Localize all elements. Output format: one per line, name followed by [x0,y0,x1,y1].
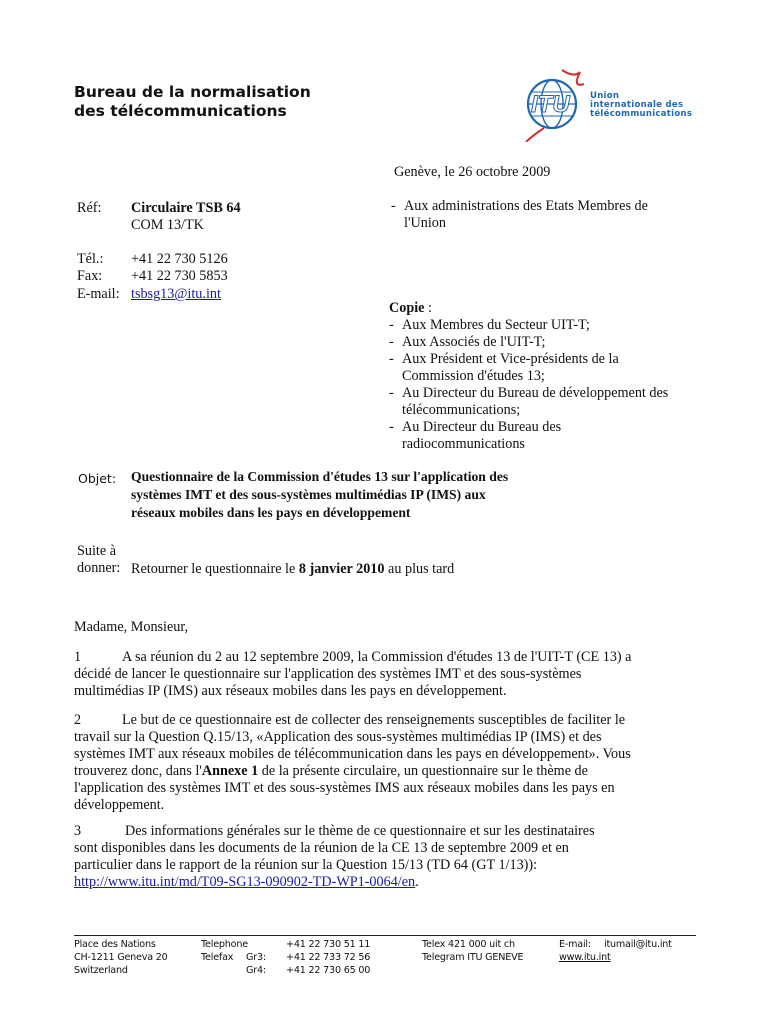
logo-text-line2: internationale des [590,100,684,110]
copy-list [389,300,719,453]
copy-item: - Aux Associés de l'UIT-T; [389,334,719,351]
paragraph-line: A sa réunion du 2 au 12 septembre 2009, la Commission d'études 13 de l'UIT-T (CE 13) a [122,649,632,665]
copy-item-line1: Au Directeur du Bureau des [402,419,562,435]
copy-item-line1: Aux Membres du Secteur UIT-T; [402,317,590,333]
ref-value-circular: Circulaire TSB 64 [131,200,241,216]
paragraph-line: Des informations générales sur le thème de ce questionnaire et sur les destinataires [125,823,595,839]
footer-telegram: Telegram ITU GENEVE [422,952,524,963]
ref-label: Réf: [77,200,102,216]
footer-tel-label: Telephone [201,939,248,950]
copy-item-line2: Commission d'études 13; [402,368,545,384]
footer-address-line: Place des Nations [74,939,156,950]
paragraph-line: Le but de ce questionnaire est de collecter des renseignements susceptibles de faciliter le [122,712,626,728]
bureau-title [74,83,311,121]
copy-item: - Aux Président et Vice-présidents de la Commission d'études 13; [389,351,719,385]
paragraph-number: 1 [74,649,82,665]
footer-gr4-label: Gr4: [246,965,266,976]
footer-address-line: CH-1211 Geneva 20 [74,952,168,963]
copy-title-label: Copie [389,300,425,316]
copy-item-line2: télécommunications; [402,402,521,418]
link-suffix: . [415,874,419,890]
paragraph-line: particulier dans le rapport de la réunion sur la Question 15/13 (TD 64 (GT 1/13)): [74,857,538,873]
action-label-line1: Suite à [77,543,117,559]
footer-divider [74,935,696,936]
footer-gr3-label: Gr3: [246,952,266,963]
footer-address [74,938,168,977]
fax-label: Fax: [77,268,103,284]
annex-reference: Annexe 1 [201,763,259,779]
copy-item-line1: Aux Président et Vice-présidents de la [402,351,619,367]
copy-item: - Au Directeur du Bureau des radiocommunications [389,419,719,453]
subject-line2: systèmes IMT et des sous-systèmes multimédias IP (IMS) aux [131,487,486,502]
footer-gr3-value: +41 22 733 72 56 [286,952,371,963]
subject-line1: Questionnaire de la Commission d'études 13 sur l'application des [131,469,509,484]
action-text-after: au plus tard [384,561,455,577]
paragraph-number: 3 [74,823,82,839]
bureau-title-line1: Bureau de la normalisation [74,83,311,101]
footer-address-line: Switzerland [74,965,128,976]
paragraph-line: systèmes IMT aux réseaux mobiles de télécommunication dans les pays en développement». Vous [74,746,631,762]
paragraph-line: sont disponibles dans les documents de la réunion de la CE 13 de septembre 2009 et en [74,840,569,856]
footer-tel-value: +41 22 730 51 11 [286,939,371,950]
recipient-item-line2: l'Union [404,215,446,231]
letter-date: Genève, le 26 octobre 2009 [394,164,551,180]
paragraph-line: multimédias IP (IMS) aux réseaux mobiles dans les pays en développement. [74,683,507,699]
logo-text-line1: Union [590,91,620,101]
logo-text [590,92,692,119]
subject-text [131,468,571,522]
footer-email-label: E-mail: [559,939,591,950]
paragraph-3 [74,823,682,891]
footer-gr4-value: +41 22 730 65 00 [286,965,371,976]
paragraph-line: développement. [74,797,165,813]
recipient-item-line1: Aux administrations des Etats Membres de [404,198,648,214]
salutation: Madame, Monsieur, [74,619,189,635]
paragraph-number: 2 [74,712,82,728]
paragraph-line: travail sur la Question Q.15/13, «Application des sous-systèmes multimédias IP (IMS) et des [74,729,602,745]
logo-mark: ITU [531,91,570,118]
paragraph-text: de la présente circulaire, un questionnaire sur le thème de [258,763,588,779]
tel-value: +41 22 730 5126 [131,251,228,267]
ref-value-com: COM 13/TK [131,217,204,233]
tel-label: Tél.: [77,251,104,267]
action-text [131,561,454,578]
recipient-item: - Aux administrations des Etats Membres de l'Union [391,198,711,232]
copy-item-line2: radiocommunications [402,436,525,452]
email-label: E-mail: [77,286,120,302]
email-link[interactable]: tsbsg13@itu.int [131,286,221,302]
subject-label: Objet: [78,471,117,486]
paragraph-line [74,763,682,780]
footer-email-link[interactable]: itumail@itu.int [604,939,672,950]
paragraph-line: décidé de lancer le questionnaire sur l'application des systèmes IMT et des sous-systèmes [74,666,582,682]
footer-telefax-label: Telefax [201,952,234,963]
paragraph-text: trouverez donc, dans l' [74,763,202,779]
copy-title-suffix: : [424,300,432,316]
copy-title [389,300,719,317]
recipients-list [391,198,711,232]
action-deadline: 8 janvier 2010 [298,561,385,577]
copy-item: - Aux Membres du Secteur UIT-T; [389,317,719,334]
bureau-title-line2: des télécommunications [74,102,287,120]
paragraph-line: l'application des systèmes IMT et des sous-systèmes IMS aux réseaux mobiles dans les pays en [74,780,615,796]
footer-website-link[interactable]: www.itu.int [559,952,611,963]
paragraph-2 [74,712,682,814]
action-text-before: Retourner le questionnaire le [131,561,299,577]
logo-text-line3: télécommunications [590,109,693,119]
copy-item-line1: Au Directeur du Bureau de développement des [402,385,669,401]
footer-telex: Telex 421 000 uit ch [422,939,515,950]
document-link[interactable]: http://www.itu.int/md/T09-SG13-090902-TD-WP1-0064/en [74,874,416,890]
copy-item-line1: Aux Associés de l'UIT-T; [402,334,546,350]
copy-item: - Au Directeur du Bureau de développement des télécommunications; [389,385,719,419]
subject-line3: réseaux mobiles dans les pays en développement [131,505,411,520]
action-label [77,543,129,577]
action-label-line2: donner: [77,560,121,576]
fax-value: +41 22 730 5853 [131,268,228,284]
paragraph-1 [74,649,682,700]
